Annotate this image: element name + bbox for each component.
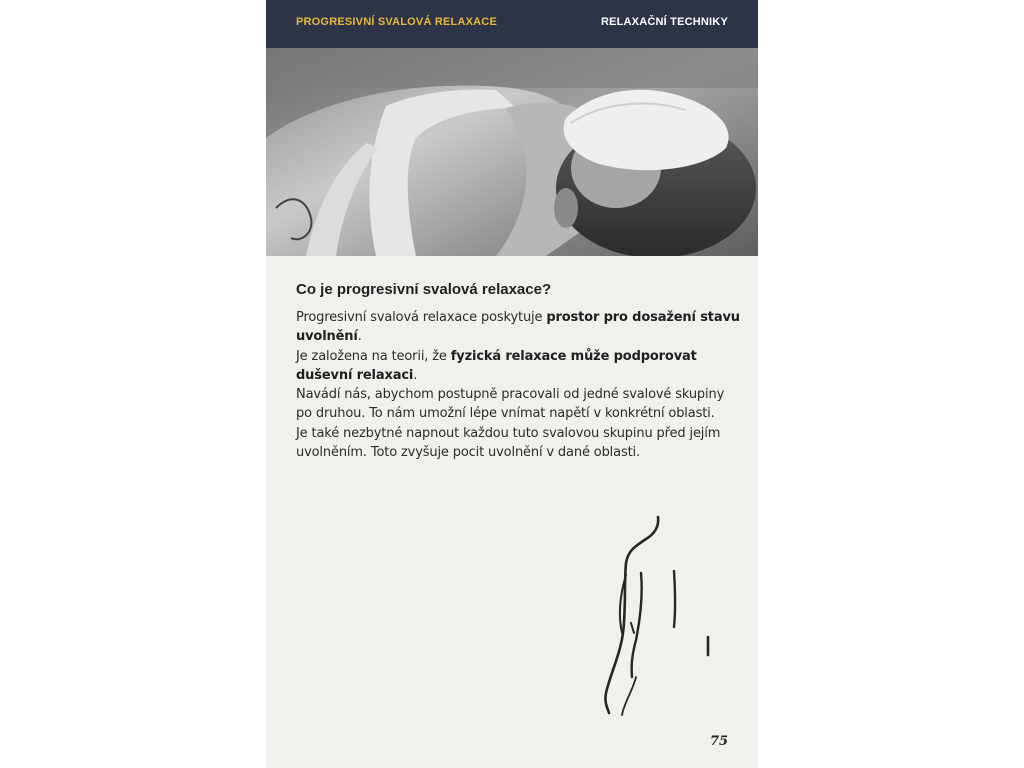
body-p3: Navádí nás, abychom postupně pracovali od jedné svalové skupiny po druhou. To nám umožní lépe vnímat napětí v konkrétní oblasti. [296,387,725,422]
header-photo [266,48,758,256]
page-header [266,0,758,48]
line-drawing-figure-icon [596,515,716,720]
article-content [296,281,741,462]
body-p2-tail: . [413,367,418,383]
page-number: 75 [710,734,729,749]
body-p2-lead: Je založena na teorii, že [296,348,451,364]
body-p4: Je také nezbytné napnout každou tuto svalovou skupinu před jejím uvolněním. Toto zvyšuje pocit uvolnění v dané oblasti. [296,425,721,461]
body-p1-bold: prostor pro dosažení stavu uvolnění [296,310,740,345]
article-heading: Co je progresivní svalová relaxace? [296,281,552,298]
article-body [296,308,741,462]
section-label: PROGRESIVNÍ SVALOVÁ RELAXACE [296,16,497,28]
body-p1-lead: Progresivní svalová relaxace poskytuje [296,310,547,325]
page [266,0,758,768]
chapter-label: RELAXAČNÍ TECHNIKY [600,16,728,28]
body-p1-tail: . [357,329,362,345]
body-p2-bold: fyzická relaxace může podporovat duševní relaxaci [296,348,697,383]
